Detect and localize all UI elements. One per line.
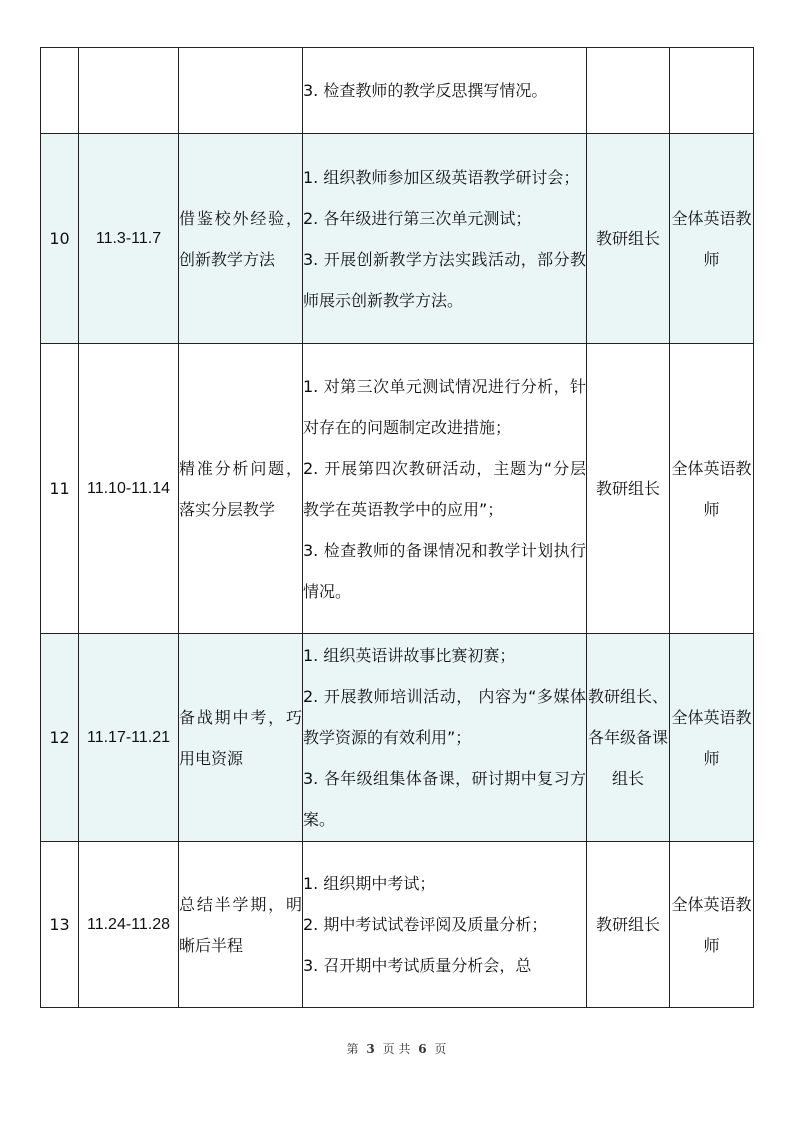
content-cell: [303, 344, 587, 634]
week-number-cell: 11: [41, 344, 79, 634]
responsible-cell: 教研组长: [587, 134, 670, 344]
week-number-cell: 12: [41, 634, 79, 842]
responsible-cell: 教研组长: [587, 344, 670, 634]
content-item: 1. 组织期中考试；: [303, 874, 436, 893]
content-item: 1. 对第三次单元测试情况进行分析，针对存在的问题制定改进措施；: [303, 376, 586, 437]
responsible-cell: [587, 48, 670, 134]
week-number-cell: 13: [41, 842, 79, 1008]
content-cell: [303, 134, 587, 344]
week-number-cell: 10: [41, 134, 79, 344]
content-item: 2. 各年级进行第三次单元测试；: [303, 208, 532, 228]
theme-cell: 精准分析问题，落实分层教学: [179, 344, 303, 634]
participants-cell: 全体英语教师: [670, 634, 754, 842]
page-label-prefix: 第: [346, 1042, 359, 1056]
participants-cell: 全体英语教师: [670, 344, 754, 634]
date-cell: 11.3-11.7: [79, 134, 179, 344]
table-row: [41, 48, 754, 134]
content-item: 3. 各年级组集体备课，研讨期中复习方案。: [303, 769, 586, 829]
date-cell: 11.10-11.14: [79, 344, 179, 634]
content-item: 3. 召开期中考试质量分析会，总: [303, 956, 532, 975]
content-item: 1. 组织英语讲故事比赛初赛；: [303, 646, 516, 665]
current-page-number: 3: [366, 1042, 375, 1056]
page-label-suffix: 页: [434, 1042, 447, 1056]
participants-cell: [670, 48, 754, 134]
responsible-cell: 教研组长: [587, 842, 670, 1008]
content-item: 2. 开展教师培训活动， 内容为“多媒体教学资源的有效利用”；: [303, 687, 586, 747]
date-cell: 11.17-11.21: [79, 634, 179, 842]
responsible-cell: 教研组长、各年级备课组长: [587, 634, 670, 842]
page-label-middle: 页 共: [382, 1042, 411, 1056]
theme-cell: 总结半学期，明晰后半程: [179, 842, 303, 1008]
content-item: 3. 开展创新教学方法实践活动，部分教师展示创新教学方法。: [303, 249, 586, 310]
content-item: 1. 组织教师参加区级英语教学研讨会；: [303, 167, 580, 187]
table-row: [41, 344, 754, 634]
page-footer: [0, 1040, 793, 1057]
content-cell: [303, 842, 587, 1008]
participants-cell: 全体英语教师: [670, 134, 754, 344]
content-item: 3. 检查教师的备课情况和教学计划执行情况。: [303, 540, 586, 601]
table-row: [41, 842, 754, 1008]
content-item: 2. 开展第四次教研活动，主题为“分层教学在英语教学中的应用”；: [303, 458, 586, 519]
week-number-cell: [41, 48, 79, 134]
theme-cell: [179, 48, 303, 134]
participants-cell: 全体英语教师: [670, 842, 754, 1008]
theme-cell: 借鉴校外经验，创新教学方法: [179, 134, 303, 344]
table-row: [41, 634, 754, 842]
theme-cell: 备战期中考，巧用电资源: [179, 634, 303, 842]
date-cell: [79, 48, 179, 134]
total-page-count: 6: [418, 1042, 427, 1056]
date-cell: 11.24-11.28: [79, 842, 179, 1008]
content-item: 2. 期中考试试卷评阅及质量分析；: [303, 915, 548, 934]
content-cell: [303, 634, 587, 842]
activity-plan-table: [40, 47, 754, 1008]
table-row: [41, 134, 754, 344]
content-item: 3. 检查教师的教学反思撰写情况。: [303, 81, 548, 100]
content-cell: [303, 48, 587, 134]
